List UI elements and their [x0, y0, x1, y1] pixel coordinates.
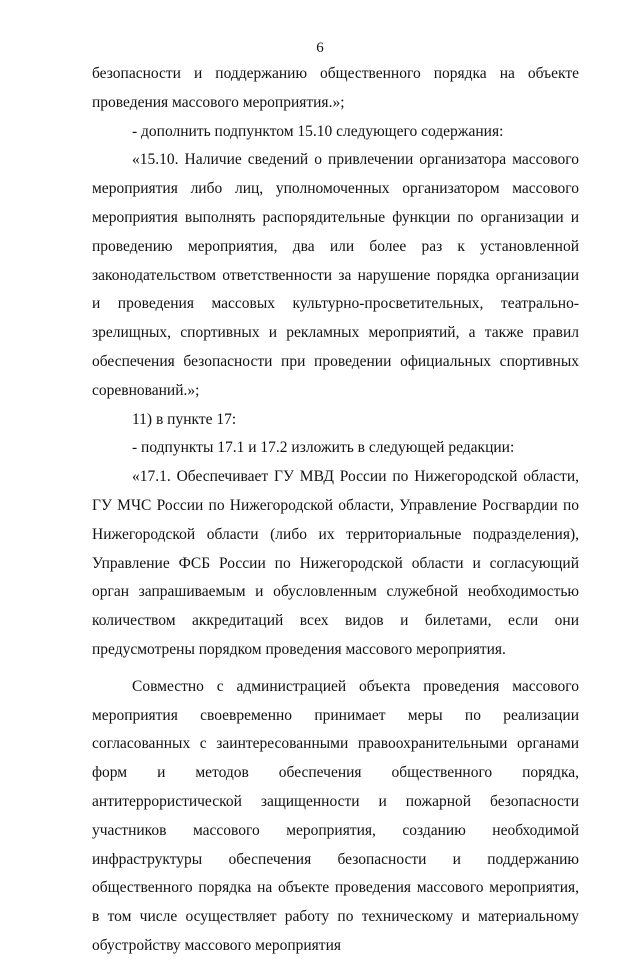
- paragraph-subitem-17-1: «17.1. Обеспечивает ГУ МВД России по Нижегородской области, ГУ МЧС России по Нижегородской области, Управление Росгвардии по Нижегородской области (либо их территориальные подразделения), Управление ФСБ России по Нижегородской области и согласующий орган запрашиваемым и обусловленным служебной необходимостью количеством аккредитаций всех видов и билетами, если они предусмотрены порядком проведения массового мероприятия.: [92, 468, 579, 658]
- paragraph-jointly-with-administration: Совместно с администрацией объекта проведения массового мероприятия своевременно принимает меры по реализации согласованных с заинтересованными правоохранительными органами форм и методов обеспечения общественного порядка, антитеррористической защищенности и пожарной безопасности участников массового мероприятия, созданию необходимой инфраструктуры обеспечения безопасности и поддержанию общественного порядка на объекте проведения массового мероприятия, в том числе осуществляет работу по техническому и материальному обустройству массового мероприятия: [92, 677, 579, 954]
- paragraph-subitems-17-1-17-2: - подпункты 17.1 и 17.2 изложить в следующей редакции:: [132, 439, 515, 457]
- paragraph-add-subitem-15-10: - дополнить подпунктом 15.10 следующего содержания:: [132, 122, 504, 140]
- page-number: 6: [316, 40, 324, 56]
- paragraph-continuation: безопасности и поддержанию общественного порядка на объекте проведения массового мероприятия.»;: [92, 65, 579, 111]
- paragraph-subitem-15-10: «15.10. Наличие сведений о привлечении организатора массового мероприятия либо лиц, уполномоченных организатором массового мероприятия выполнять распорядительные функции по организации и проведению мероприятия, два или более раз к установленной законодательством ответственности за нарушение порядка организации и проведения массовых культурно-просветительных, театрально-зрелищных, спортивных и рекламных мероприятий, а также правил обеспечения безопасности при проведении официальных спортивных соревнований.»;: [92, 151, 579, 399]
- paragraph-item-11: 11) в пункте 17:: [132, 410, 237, 428]
- document-body: [92, 60, 579, 961]
